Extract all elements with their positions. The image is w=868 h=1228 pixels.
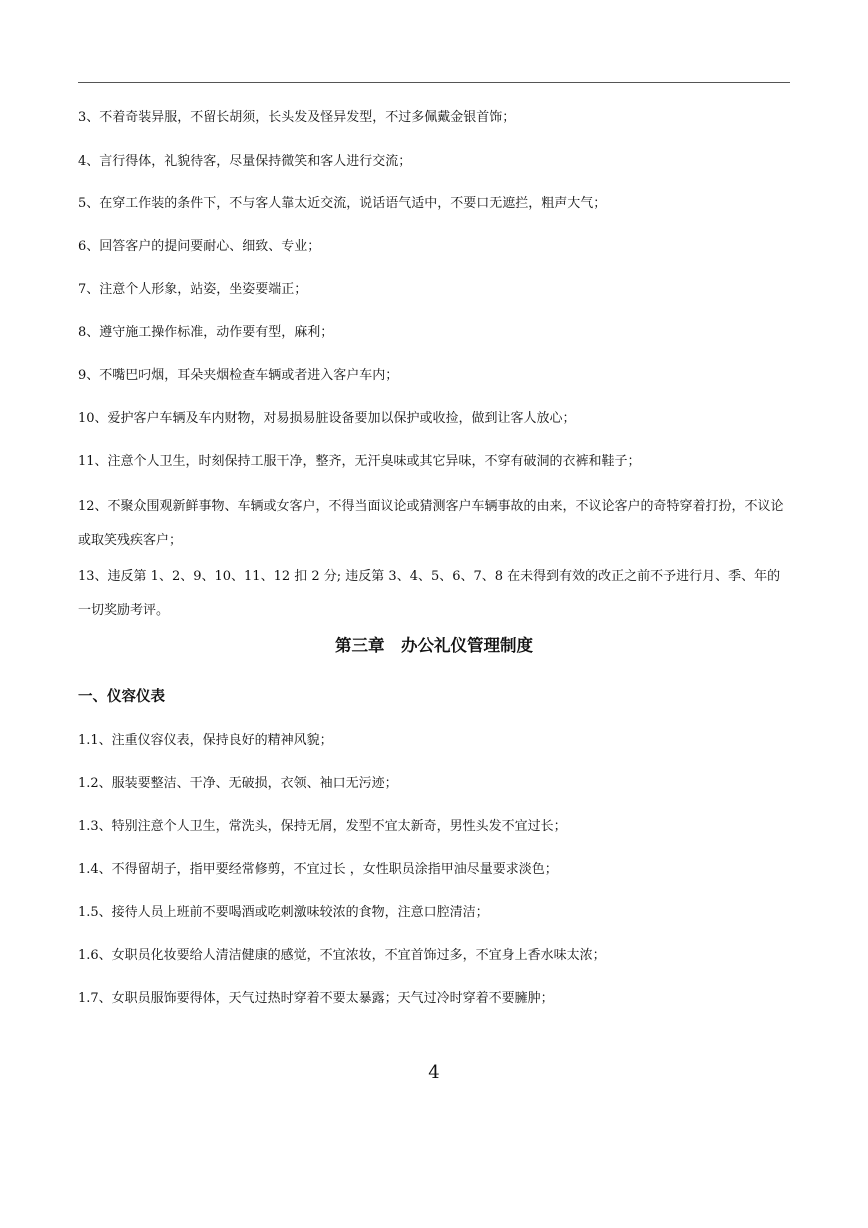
appearance-item: 1.7、女职员服饰要得体，天气过热时穿着不要太暴露；天气过冷时穿着不要臃肿；	[78, 991, 554, 1006]
rule-item: 10、爱护客户车辆及车内财物，对易损易脏设备要加以保护或收捡，做到让客人放心；	[78, 411, 576, 426]
rule-item: 7、注意个人形象，站姿，坐姿要端正；	[78, 282, 308, 297]
appearance-item: 1.1、注重仪容仪表，保持良好的精神风貌；	[78, 733, 333, 748]
rule-item: 4、言行得体，礼貌待客，尽量保持微笑和客人进行交流；	[78, 154, 412, 169]
rule-item: 8、遵守施工操作标准，动作要有型，麻利；	[78, 325, 334, 340]
appearance-item: 1.3、特别注意个人卫生，常洗头，保持无屑，发型不宜太新奇，男性头发不宜过长；	[78, 819, 567, 834]
rule-item: 6、回答客户的提问要耐心、细致、专业；	[78, 239, 321, 254]
rule-item: 3、不着奇装异服，不留长胡须，长头发及怪异发型，不过多佩戴金银首饰；	[78, 110, 516, 125]
rule-item: 13、违反第 1、2、9、10、11、12 扣 2 分; 违反第 3、4、5、6、7、8 在未得到有效的改正之前不予进行月、季、年的一切奖励考评。	[78, 569, 781, 618]
chapter-title: 第三章 办公礼仪管理制度	[335, 636, 533, 655]
rule-item: 11、注意个人卫生，时刻保持工服干净，整齐，无汗臭味或其它异味，不穿有破洞的衣裤和鞋子；	[78, 454, 641, 469]
rule-item: 9、不嘴巴叼烟，耳朵夹烟检查车辆或者进入客户车内；	[78, 368, 399, 383]
appearance-item: 1.2、服装要整洁、干净、无破损，衣领、袖口无污迹；	[78, 776, 398, 791]
appearance-item: 1.4、不得留胡子，指甲要经常修剪，不宜过长 ，女性职员涂指甲油尽量要求淡色；	[78, 862, 558, 877]
header-rule	[78, 82, 790, 83]
section-title: 一、仪容仪表	[78, 689, 165, 705]
rule-item: 12、不聚众围观新鲜事物、车辆或女客户，不得当面议论或猜测客户车辆事故的由来，不议论客户的奇特穿着打扮，不议论或取笑残疾客户；	[78, 499, 784, 548]
appearance-item: 1.5、接待人员上班前不要喝酒或吃刺激味较浓的食物，注意口腔清洁；	[78, 905, 489, 920]
page-number: 4	[428, 1062, 440, 1083]
rule-item: 5、在穿工作装的条件下，不与客人靠太近交流，说话语气适中，不要口无遮拦，粗声大气；	[78, 196, 607, 211]
appearance-item: 1.6、女职员化妆要给人清洁健康的感觉，不宜浓妆，不宜首饰过多，不宜身上香水味太浓；	[78, 948, 606, 963]
